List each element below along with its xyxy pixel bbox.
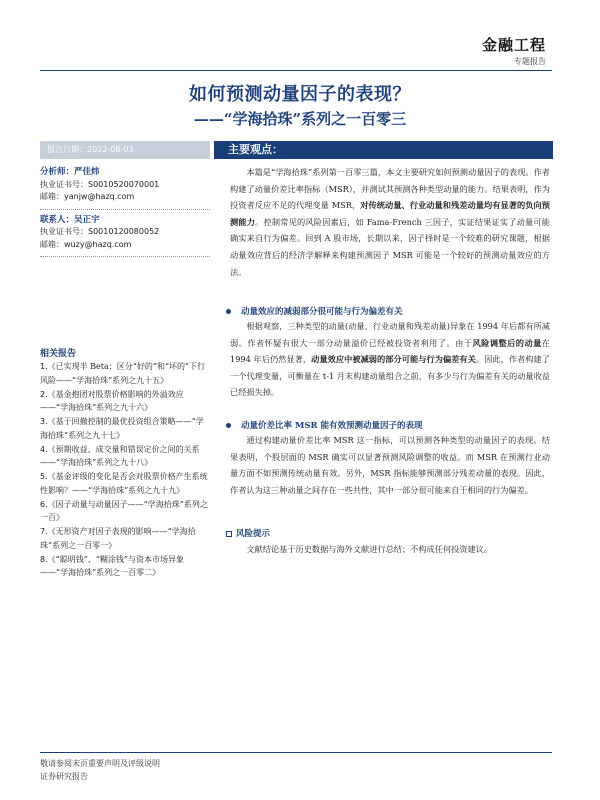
section-heading-text: 动量效应的减弱部分很可能与行为偏差有关 xyxy=(241,307,403,317)
item-text: 《基金抱团对股票价格影响的外溢效应——“学海拾珠”系列之九十六》 xyxy=(40,389,184,412)
report-date: 报告日期：2022-08-03 xyxy=(40,141,210,159)
summary-text: 本篇是“学海拾珠”系列第一百零三篇，本文主要研究如何预测动量因子的表现。作者构建了动量价差比率指标（MSR），并测试其预测各种类型动量的能力。结果表明，作为投资者反应不足的代理变量 MSR， xyxy=(230,167,550,211)
section-heading-text: 动量价差比率 MSR 能有效预测动量因子的表现 xyxy=(241,421,423,431)
related-report-item[interactable] xyxy=(40,443,208,470)
item-text: 《无形资产对因子表现的影响——“学海拾珠”系列之一百零一》 xyxy=(40,527,196,550)
analyst-email-line xyxy=(40,191,210,204)
item-text: 《基于回撤控制的最优投资组合策略——“学海拾珠”系列之九十七》 xyxy=(40,417,204,440)
item-text: 《“聪明钱”、“糊涂钱”与资本市场异象——“学海拾珠”系列之一百零二》 xyxy=(40,554,184,577)
item-text: 《因子动量与动量因子——“学海拾珠”系列之一百》 xyxy=(40,499,208,522)
section-text: 在 1994 年后仍然显著， xyxy=(230,337,550,365)
report-title: 如何预测动量因子的表现？ xyxy=(189,84,411,105)
cert-number: S0010120080052 xyxy=(88,227,160,236)
related-reports-heading: 相关报告 xyxy=(40,349,77,359)
section-text: 。因此，作者构建了一个代理变量，可衡量在 t-1 月末构建动量组合之前，有多少与行为偏差有关的动量收益已经损失掉。 xyxy=(230,354,550,398)
summary-text: 。控制常见的风险因素后，如 Fama-French 三因子，实证结果证实了动量可能确实来自行为偏差。回到 A 股市场，长期以来，因子择时是一个较难的研究课题，根据动量效应背后的经济学解释来构建预测因子 MSR 可能是一个较好的预测动量效应的方法。 xyxy=(230,216,550,277)
bullet-icon xyxy=(226,309,231,314)
item-number: 8. xyxy=(40,554,48,564)
contact-name-line xyxy=(40,214,210,227)
risk-text: 文献结论基于历史数据与海外文献进行总结；不构成任何投资建议。 xyxy=(246,544,493,554)
related-report-item[interactable] xyxy=(40,525,208,552)
item-text: 《已实现半 Beta：区分“好的”和“坏的”下行风险——“学海拾珠”系列之九十五》 xyxy=(40,362,206,385)
contact-block xyxy=(40,214,210,252)
analyst-panel xyxy=(40,166,210,261)
section-heading xyxy=(226,419,423,431)
section-text: 根据观察，三种类型的动量(动量、行业动量和残差动量)异象在 1994 年后都有所减弱。作者怀疑有很大一部分动量溢价已经被投资者利用了。由于 xyxy=(230,321,550,348)
report-subtitle: ——“学海拾珠”系列之一百零三 xyxy=(193,110,407,128)
brand-title: 金融工程 xyxy=(481,36,546,54)
analyst-cert-line xyxy=(40,179,210,192)
item-text: 《基金评级的变化是否会对股票价格产生系统性影响？——“学海拾珠”系列之九十九》 xyxy=(40,472,208,495)
related-report-item[interactable] xyxy=(40,415,208,442)
section-body xyxy=(230,318,550,401)
related-report-item[interactable] xyxy=(40,498,208,525)
item-number: 7. xyxy=(40,527,48,536)
section-body xyxy=(230,432,550,498)
item-number: 5. xyxy=(40,472,48,481)
contact-role: 联系人： xyxy=(40,214,75,225)
risk-heading-text: 风险提示 xyxy=(236,529,271,539)
item-text: 《预期收益、成交量和错误定价之间的关系——“学海拾珠”系列之九十八》 xyxy=(40,444,200,467)
related-report-item[interactable] xyxy=(40,470,208,497)
risk-heading xyxy=(226,527,270,539)
related-report-item[interactable] xyxy=(40,388,208,415)
related-report-item[interactable] xyxy=(40,360,208,387)
bullet-icon xyxy=(226,423,231,428)
left-divider xyxy=(40,209,210,210)
item-number: 3. xyxy=(40,417,48,426)
email-label: 邮箱： xyxy=(40,239,64,249)
contact-name: 吴正宇 xyxy=(74,214,100,225)
analyst-name: 严佳炜 xyxy=(74,167,100,177)
analyst-block xyxy=(40,166,210,204)
section-emphasis: 风险调整后的动量 xyxy=(472,337,542,348)
header-divider xyxy=(40,70,552,71)
report-type: 专题报告 xyxy=(514,57,546,66)
footer-divider xyxy=(40,752,552,753)
analyst-email[interactable]: yanjw@hazq.com xyxy=(64,192,135,201)
left-divider xyxy=(40,256,210,257)
section-paragraph: 通过构建动量价差比率 MSR 这一指标，可以预测各种类型的动量因子的表现。结果表明，个股层面的 MSR 确实可以显著预测风险调整的收益。而 MSR 在预测行业动量方面不如预测传统动量有效。另外，MSR 指标能够预测部分残差动量的表现。因此，作者认为这三种动量之间存在一些共性，其中一部分很可能来自于相同的行为偏差。 xyxy=(230,435,550,495)
summary-emphasis: 对传统动量、行业动量和残差动量均有显著的负向预测能力 xyxy=(230,200,550,227)
email-label: 邮箱： xyxy=(40,192,64,201)
contact-email-line xyxy=(40,239,210,252)
contact-email[interactable]: wuzy@hazq.com xyxy=(64,239,132,249)
related-reports-list xyxy=(40,360,208,580)
related-report-item[interactable] xyxy=(40,553,208,580)
checkbox-square-icon xyxy=(226,531,232,537)
analyst-role: 分析师： xyxy=(40,167,75,177)
summary-section xyxy=(230,164,550,280)
cert-label: 执业证书号： xyxy=(40,227,88,236)
item-number: 1. xyxy=(40,362,48,371)
section-heading xyxy=(226,305,403,317)
section-paragraph xyxy=(230,318,550,401)
footer-label: 证券研究报告 xyxy=(40,772,88,781)
key-points-heading: 主要观点： xyxy=(214,141,553,159)
item-number: 2. xyxy=(40,389,48,399)
cert-number: S0010520070001 xyxy=(88,179,160,189)
footer-disclaimer: 敬请参阅末页重要声明及评级说明 xyxy=(40,759,160,768)
contact-cert-line xyxy=(40,226,210,239)
item-number: 6. xyxy=(40,499,48,509)
analyst-name-line xyxy=(40,166,210,179)
item-number: 4. xyxy=(40,444,48,454)
section-emphasis: 动量效应中被减弱的部分可能与行为偏差有关 xyxy=(311,354,476,365)
cert-label: 执业证书号： xyxy=(40,179,88,189)
summary-paragraph xyxy=(230,164,550,280)
